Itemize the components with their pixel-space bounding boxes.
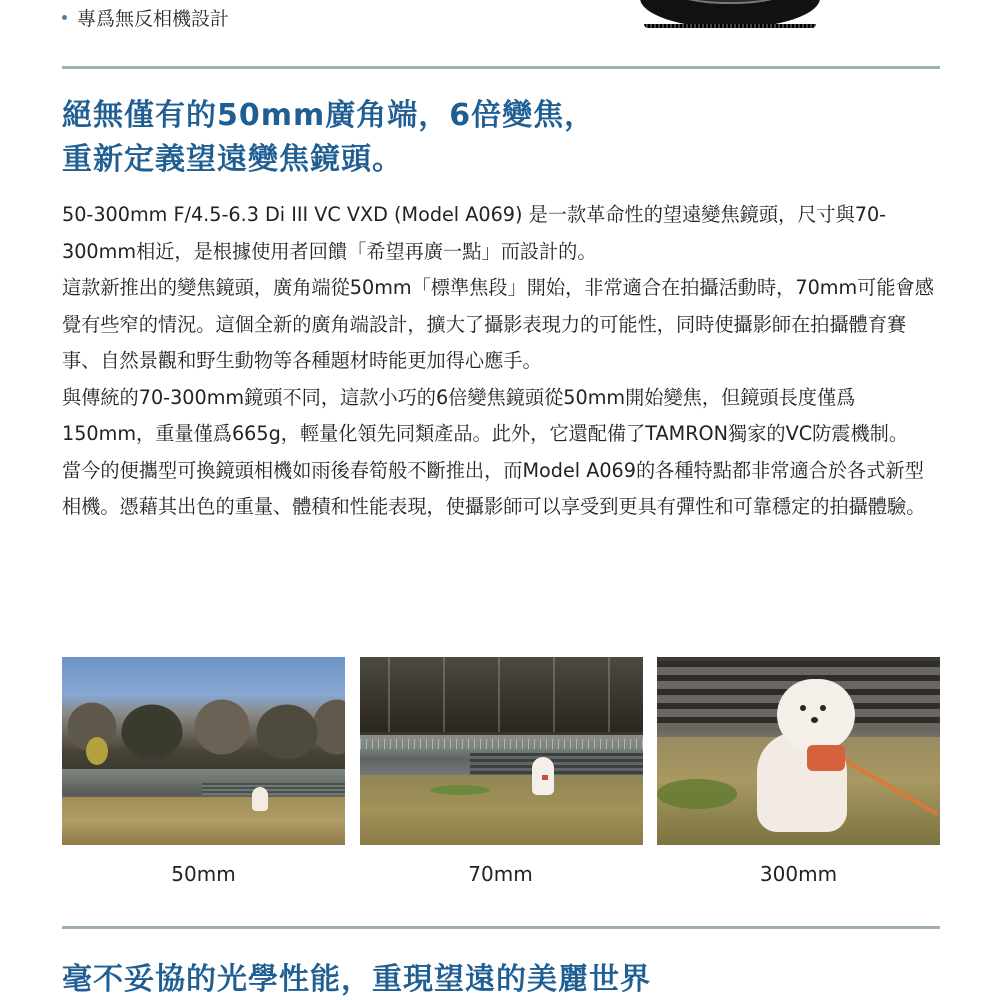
title-line-2: 重新定義望遠變焦鏡頭。 bbox=[62, 142, 403, 177]
harness bbox=[807, 745, 845, 771]
feature-bullet bbox=[62, 4, 229, 31]
section-body bbox=[62, 197, 942, 526]
bullet-dot-icon bbox=[62, 15, 67, 20]
section-divider-bottom bbox=[62, 926, 940, 929]
dog-eye bbox=[820, 705, 826, 711]
dog bbox=[532, 757, 554, 795]
grass-patch bbox=[430, 785, 490, 795]
caption-300mm: 300mm bbox=[759, 862, 838, 886]
grass bbox=[62, 797, 345, 845]
yellow-tree bbox=[86, 737, 108, 765]
paragraph-3: 與傳統的70-300mm鏡頭不同，這款小巧的6倍變焦鏡頭從50mm開始變焦，但鏡頭長度僅爲150mm，重量僅爲665g，輕量化領先同類產品。此外，它還配備了TAMRON獨家的VC防震機制。 bbox=[62, 385, 909, 445]
grass bbox=[360, 775, 643, 845]
trees bbox=[360, 657, 643, 732]
section-divider-top bbox=[62, 66, 940, 69]
dog-nose bbox=[811, 717, 818, 723]
dog bbox=[252, 787, 268, 811]
caption-70mm: 70mm bbox=[468, 862, 533, 886]
lens-grip-teeth bbox=[644, 24, 816, 28]
dog-head bbox=[777, 679, 855, 751]
photo-70mm bbox=[360, 657, 643, 845]
paragraph-2: 這款新推出的變焦鏡頭，廣角端從50mm「標準焦段」開始，非常適合在拍攝活動時，70mm可能會感覺有些窄的情況。這個全新的廣角端設計，擴大了攝影表現力的可能性，同時使攝影師在拍攝體育賽事、自然景觀和野生動物等各種題材時能更加得心應手。 bbox=[62, 276, 934, 372]
caption-50mm: 50mm bbox=[171, 862, 236, 886]
lens-image bbox=[640, 0, 820, 28]
paragraph-1: 50-300mm F/4.5-6.3 Di III VC VXD (Model A069) 是一款革命性的望遠變焦鏡頭，尺寸與70-300mm相近，是根據使用者回饋「希望再廣一點」而設計的。 bbox=[62, 203, 887, 263]
focal-length-comparison-photos bbox=[62, 657, 940, 845]
steps bbox=[470, 753, 643, 775]
dog-eye bbox=[800, 705, 806, 711]
feature-bullet-text: 專爲無反相機設計 bbox=[77, 8, 230, 30]
steps bbox=[202, 783, 345, 795]
title-line-1: 絕無僅有的50mm廣角端，6倍變焦， bbox=[62, 98, 596, 133]
grass-patch bbox=[657, 779, 737, 809]
photo-300mm bbox=[657, 657, 940, 845]
section-title-wide-angle bbox=[62, 94, 762, 182]
section-title-optical-performance: 毫不妥協的光學性能，重現望遠的美麗世界 bbox=[62, 962, 651, 997]
photo-50mm bbox=[62, 657, 345, 845]
paragraph-4: 當今的便攜型可換鏡頭相機如雨後春筍般不斷推出，而Model A069的各種特點都非常適合於各式新型相機。憑藉其出色的重量、體積和性能表現，使攝影師可以享受到更具有彈性和可靠穩定的拍攝體驗。 bbox=[62, 458, 926, 518]
fence bbox=[360, 739, 643, 749]
